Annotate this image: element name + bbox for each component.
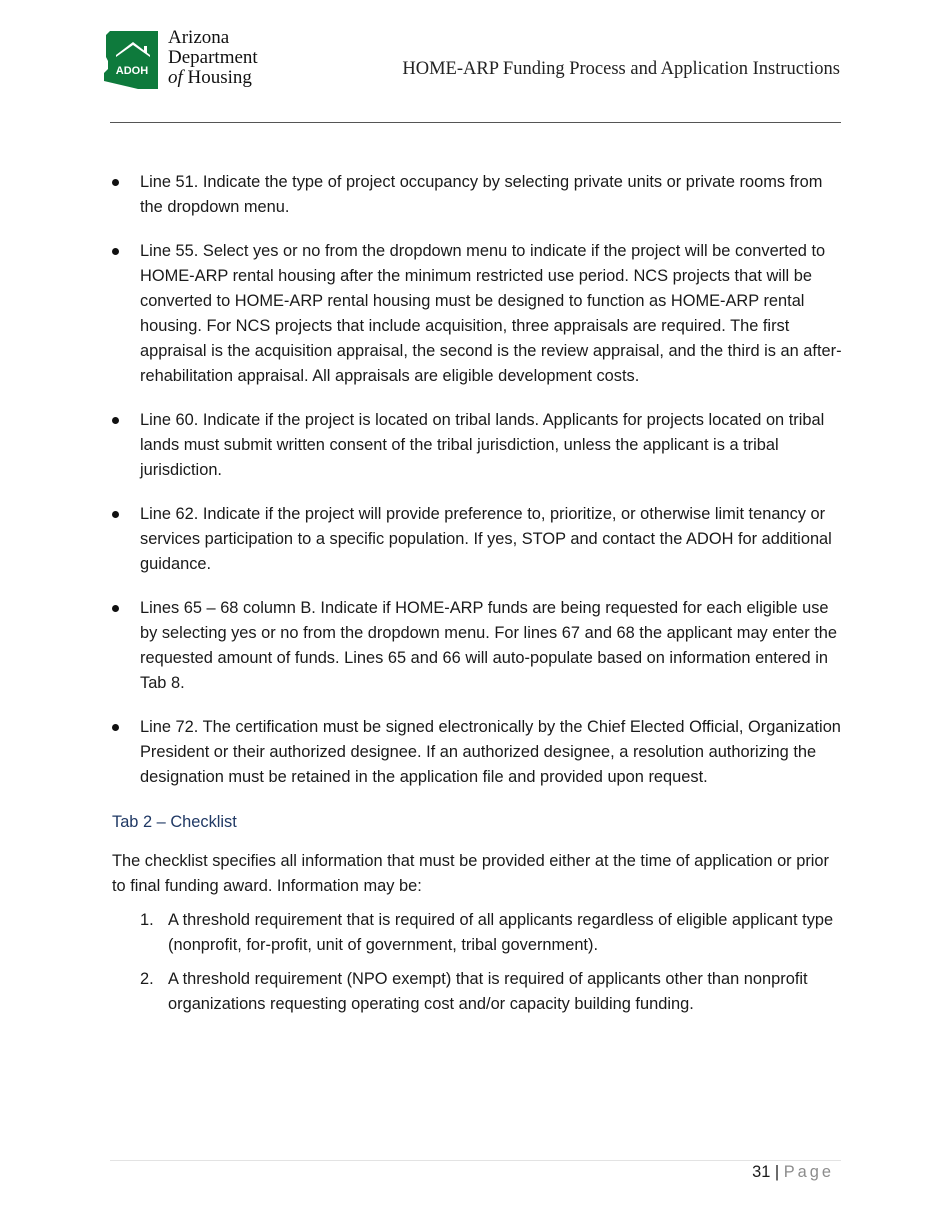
logo-line-arizona: Arizona	[168, 27, 230, 48]
bullet-item-line-51	[112, 170, 842, 220]
page-header	[104, 28, 840, 94]
instruction-bullet-list	[112, 170, 842, 790]
bullet-text: Line 62. Indicate if the project will provide preference to, prioritize, or otherwise limit tenancy or services participation to a specific population. If yes, STOP and contact the ADOH for additional guidance.	[140, 505, 832, 573]
adoh-logo	[104, 28, 294, 94]
item-text: A threshold requirement that is required of all applicants regardless of eligible applicant type (nonprofit, for-profit, unit of government, tribal government).	[168, 911, 834, 954]
page-separator: |	[774, 1163, 780, 1181]
footer-divider	[110, 1160, 841, 1161]
logo-of: of	[168, 67, 183, 88]
numbered-item	[112, 967, 842, 1017]
bullet-item-line-62	[112, 502, 842, 577]
bullet-item-line-60	[112, 408, 842, 483]
checklist-numbered-list	[112, 908, 842, 1017]
bullet-item-lines-65-68	[112, 596, 842, 696]
section-heading-tab-2: Tab 2 – Checklist	[112, 813, 237, 831]
bullet-icon	[112, 179, 119, 186]
bullet-text: Line 60. Indicate if the project is located on tribal lands. Applicants for projects located on tribal lands must submit written consent of the tribal jurisdiction, unless the applicant is a tribal jurisdiction.	[140, 411, 825, 479]
bullet-text: Line 55. Select yes or no from the dropdown menu to indicate if the project will be converted to HOME-ARP rental housing after the minimum restricted use period. NCS projects that will be converted to HOME-ARP rental housing must be designed to function as HOME-ARP rental housing. For NCS projects that include acquisition, three appraisals are required. The first appraisal is the acquisition appraisal, the second is the review appraisal, and the third is an after-rehabilitation appraisal. All appraisals are eligible development costs.	[140, 242, 842, 385]
bullet-icon	[112, 605, 119, 612]
logo-mark-text: ADOH	[115, 65, 149, 77]
bullet-icon	[112, 511, 119, 518]
bullet-item-line-55	[112, 239, 842, 389]
arizona-state-logo-icon	[104, 31, 160, 89]
bullet-icon	[112, 248, 119, 255]
item-text: A threshold requirement (NPO exempt) that is required of applicants other than nonprofit organizations requesting operating cost and/or capacity building funding.	[168, 970, 808, 1013]
page-label: Page	[783, 1163, 834, 1181]
logo-housing: Housing	[182, 67, 252, 88]
bullet-icon	[112, 724, 119, 731]
bullet-item-line-72	[112, 715, 842, 790]
logo-wordmark	[168, 28, 258, 88]
numbered-item	[112, 908, 842, 958]
logo-line-department: Department	[168, 47, 258, 68]
bullet-text: Line 72. The certification must be signed electronically by the Chief Elected Official, Organization President or their authorized designee. If an authorized designee, a resolution authorizing the designation must be retained in the application file and provided upon request.	[140, 718, 841, 786]
header-divider	[110, 122, 841, 123]
section-intro-paragraph: The checklist specifies all information that must be provided either at the time of application or prior to final funding award. Information may be:	[112, 852, 829, 895]
item-number: 2.	[140, 970, 154, 988]
logo-line-housing	[168, 68, 258, 88]
bullet-text: Line 51. Indicate the type of project occupancy by selecting private units or private rooms from the dropdown menu.	[140, 173, 823, 216]
item-number: 1.	[140, 911, 154, 929]
bullet-icon	[112, 417, 119, 424]
document-title: HOME-ARP Funding Process and Application Instructions	[402, 59, 840, 79]
page-body	[112, 170, 842, 1026]
page-number: 31	[752, 1163, 771, 1181]
page-footer	[752, 1163, 834, 1182]
bullet-text: Lines 65 – 68 column B. Indicate if HOME-ARP funds are being requested for each eligible use by selecting yes or no from the dropdown menu. For lines 67 and 68 the applicant may enter the requested amount of funds. Lines 65 and 66 will auto-populate based on information entered in Tab 8.	[140, 599, 838, 692]
